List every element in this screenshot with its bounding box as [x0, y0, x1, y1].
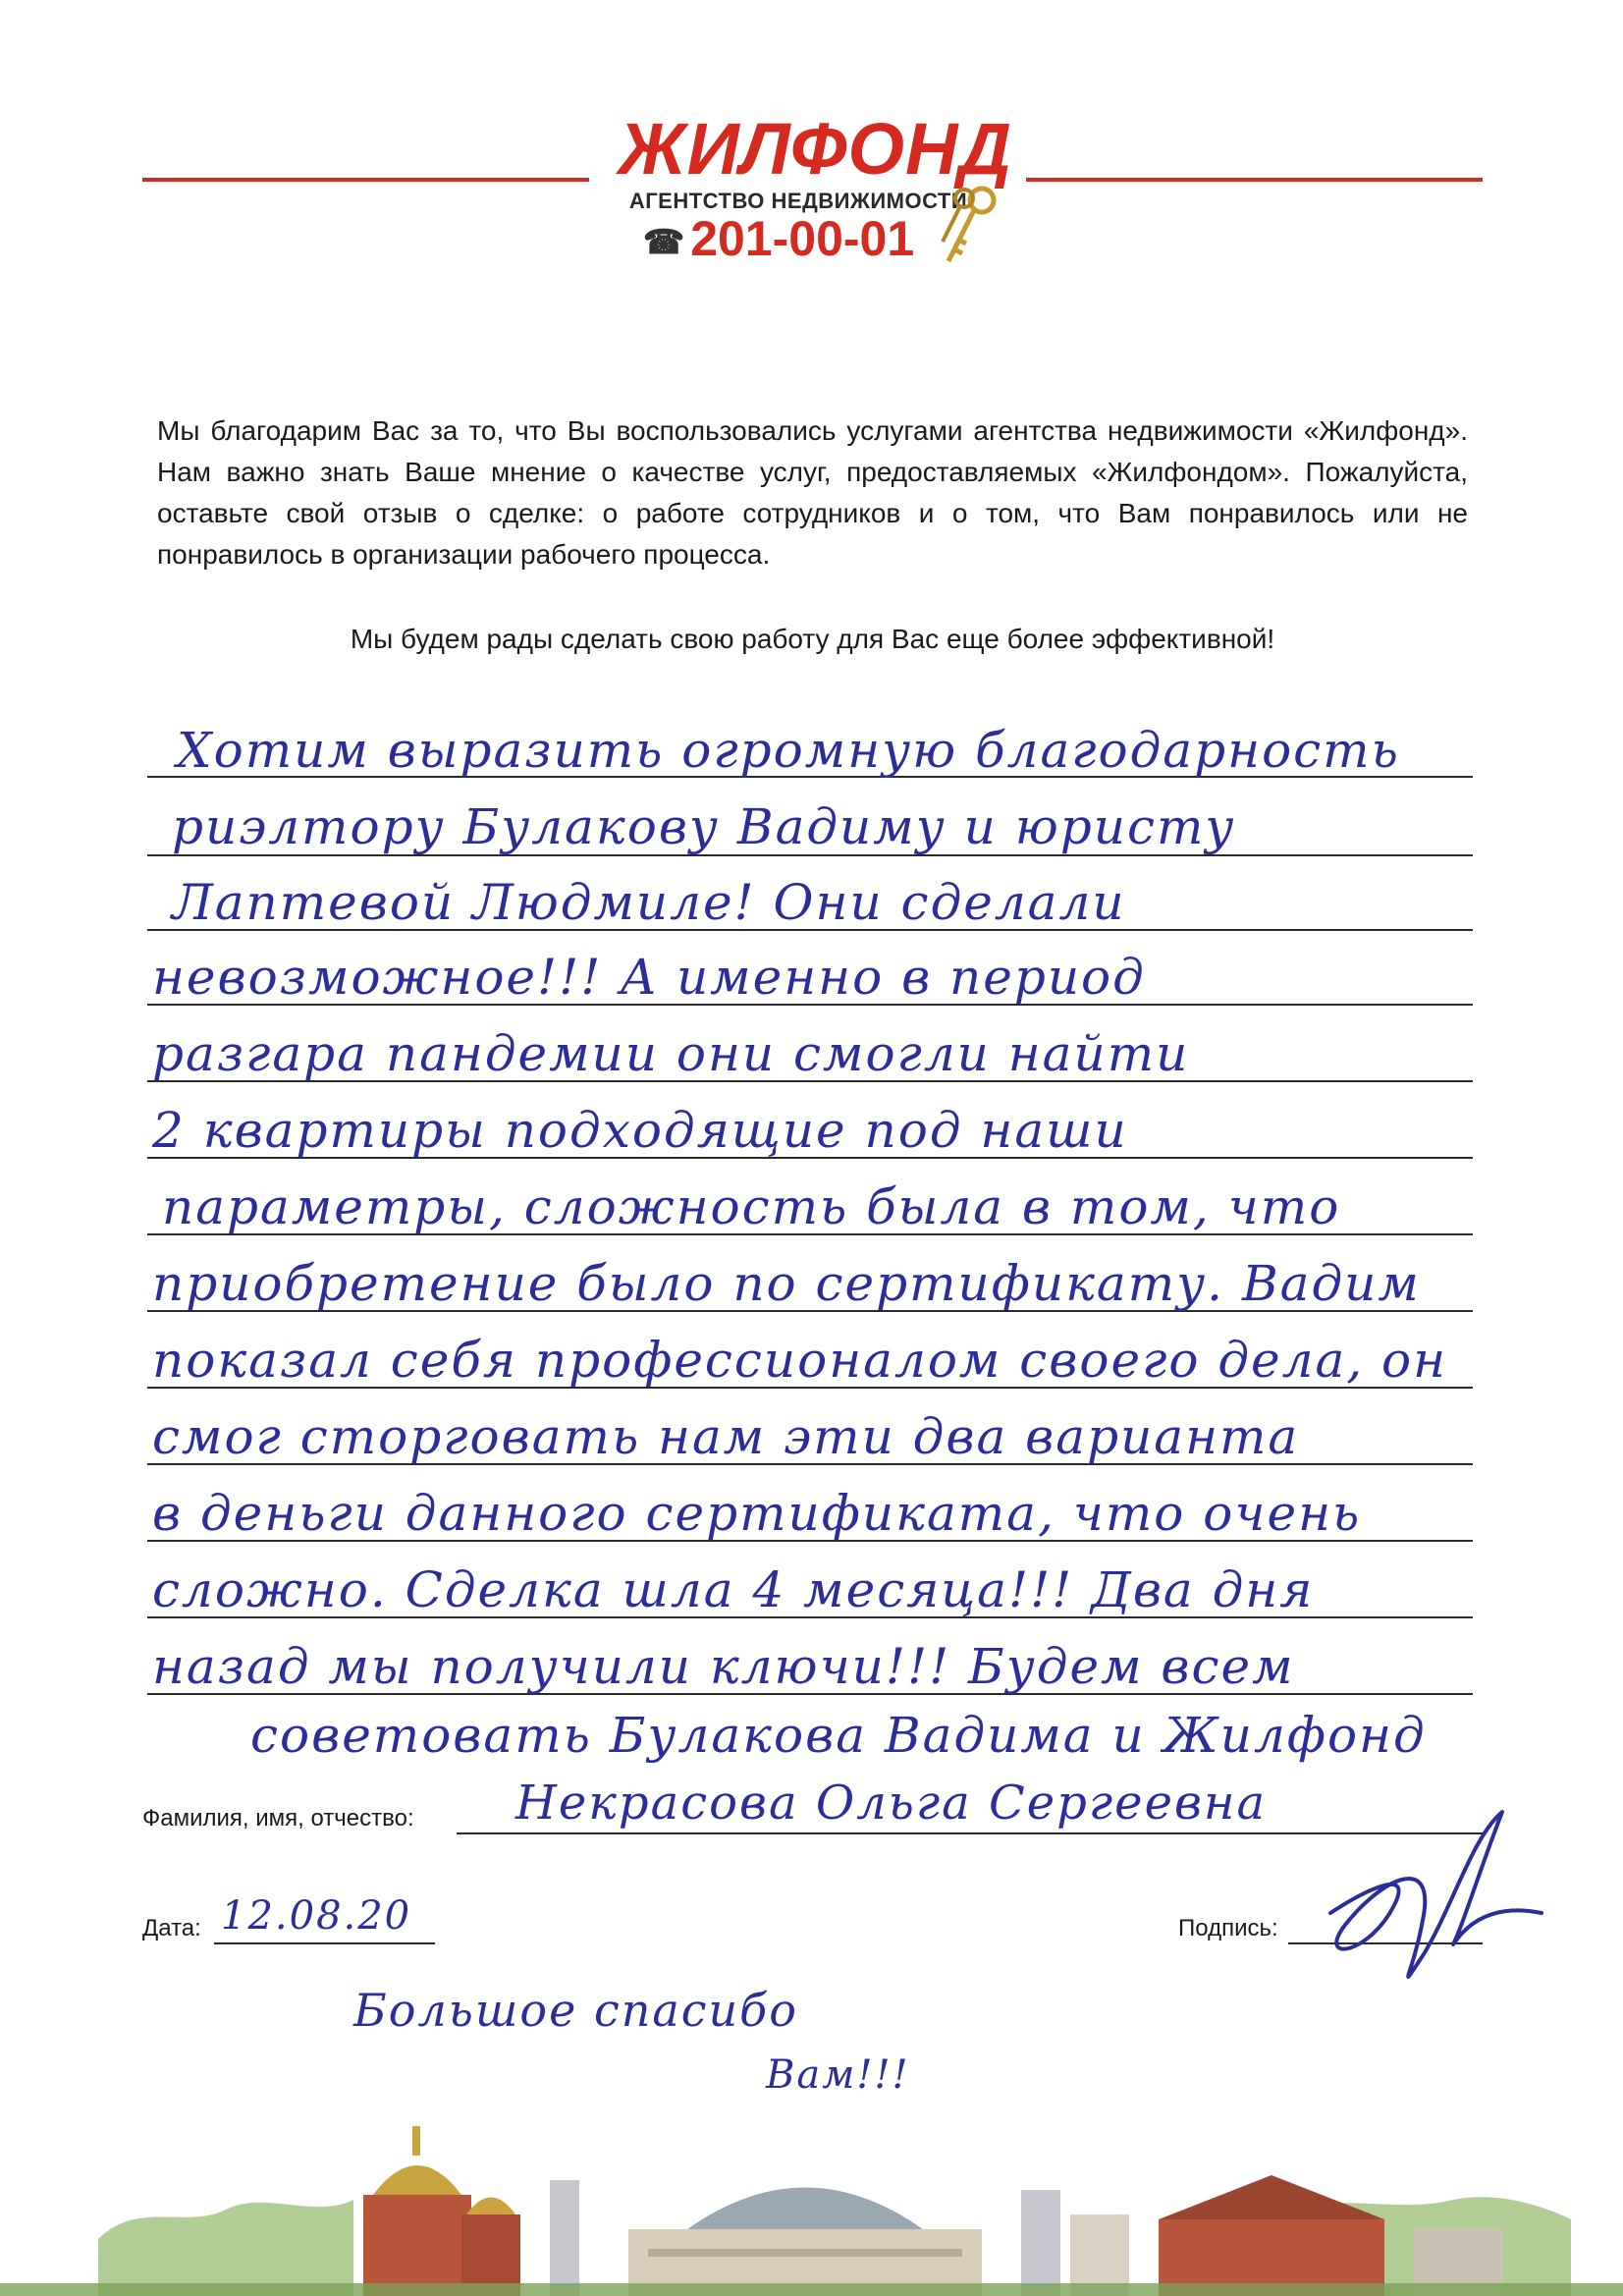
telephone-icon: ☎: [642, 223, 685, 261]
signature-label: Подпись:: [1178, 1915, 1278, 1941]
handwritten-signature: [1276, 1797, 1561, 2003]
name-value: Некрасова Ольга Сергеевна: [515, 1776, 1268, 1831]
review-line: невозможное!!! А именно в период: [152, 949, 1146, 1006]
city-skyline-illustration: [0, 2121, 1623, 2296]
intro-paragraph: Мы благодарим Вас за то, что Вы воспользовались услугами агентства недвижимости «Жилфонд». Нам важно знать Ваше мнение о качестве услуг, предоставляемых «Жилфондом». Пожалуйста, оставьте свой отзыв о сделке: о работе сотрудников и о том, что Вам понравилось или не понравилось в организации рабочего процесса.: [157, 415, 1468, 570]
intro-closing: Мы будем рады сделать свою работу для Вас еще более эффективной!: [350, 624, 1275, 654]
review-line: разгара пандемии они смогли найти: [152, 1025, 1190, 1082]
date-field-line: [214, 1942, 435, 1944]
brand-tagline: АГЕНТСТВО НЕДВИЖИМОСТИ: [628, 189, 968, 213]
review-line: риэлтору Булакову Вадиму и юристу: [172, 798, 1236, 855]
review-line: Хотим выразить огромную благодарность: [177, 722, 1400, 779]
header-rule-left: [142, 178, 589, 182]
postscript-line: Большое спасибо: [353, 1984, 798, 2037]
header-rule-right: [1026, 178, 1483, 182]
keys-icon: [935, 183, 1003, 271]
review-line: в деньги данного сертификата, что очень: [152, 1485, 1362, 1542]
brand-phone: [617, 210, 941, 267]
date-value: 12.08.20: [221, 1893, 412, 1939]
review-line: смог сторговать нам эти два варианта: [152, 1408, 1300, 1465]
review-line: советовать Булакова Вадима и Жилфонд: [250, 1707, 1427, 1764]
review-line: Лаптевой Людмиле! Они сделали: [172, 874, 1126, 931]
postscript-line: Вам!!!: [766, 2052, 910, 2098]
phone-number: 201-00-01: [690, 211, 915, 266]
review-line: приобретение было по сертификату. Вадим: [152, 1255, 1421, 1312]
date-label: Дата:: [142, 1915, 201, 1941]
review-line: сложно. Сделка шла 4 месяца!!! Два дня: [152, 1561, 1315, 1618]
review-line: показал себя профессионалом своего дела, он: [152, 1332, 1448, 1389]
brand-logo-text: ЖИЛФОНД: [619, 108, 1012, 190]
name-label: Фамилия, имя, отчество:: [142, 1805, 414, 1831]
review-line: параметры, сложность была в том, что: [162, 1178, 1341, 1235]
review-line: 2 квартиры подходящие под наши: [152, 1102, 1128, 1159]
review-line: назад мы получили ключи!!! Будем всем: [152, 1638, 1295, 1695]
